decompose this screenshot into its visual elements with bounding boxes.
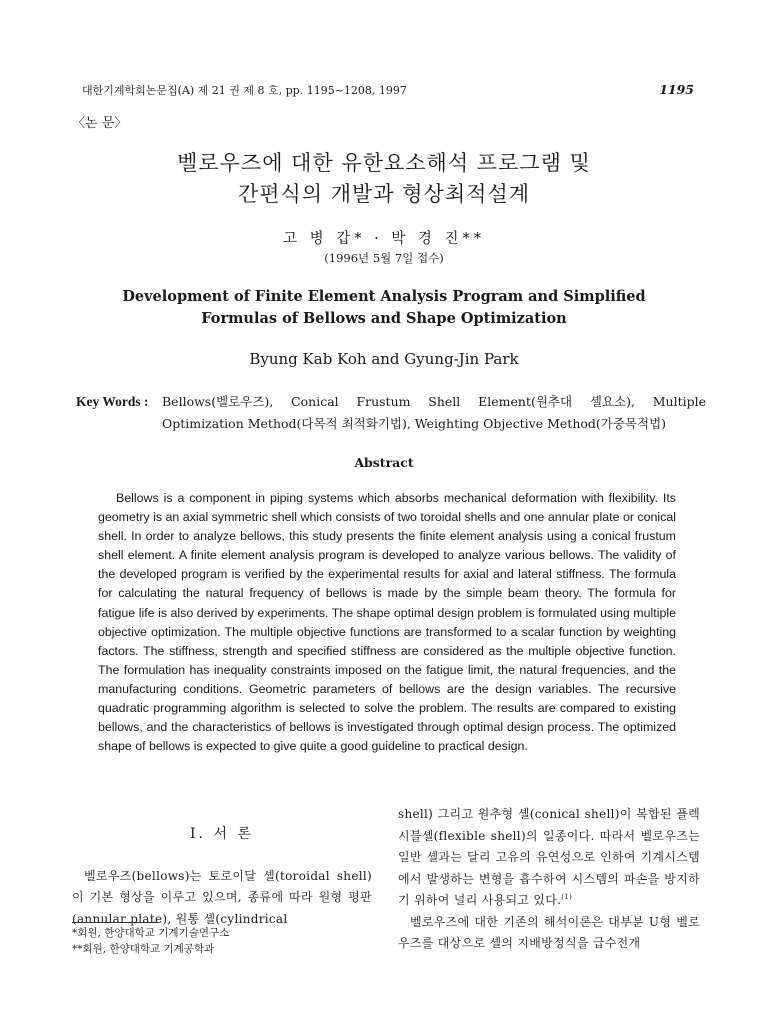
korean-title [84,148,684,210]
paper-type-label: 〈논 문〉 [72,116,128,131]
footnote-2: **회원, 한양대학교 기계공학과 [72,943,215,955]
footnotes [72,925,372,957]
english-authors: Byung Kab Koh and Gyung-Jin Park [249,350,519,368]
korean-title-line-1: 벨로우즈에 대한 유한요소해석 프로그램 및 [177,151,591,175]
keywords-block [76,391,706,435]
korean-authors: 고 병 갑* · 박 경 진** [282,231,486,247]
korean-title-line-2: 간편식의 개발과 형상최적설계 [237,182,531,206]
received-date: (1996년 5월 7일 접수) [324,251,444,265]
abstract-body: Bellows is a component in piping systems which absorbs mechanical deformation with flexibility. Its geometry is an axial symmetric shell which consists of two toroidal shells and one annular plate or conical shell. In order to analyze bellows, this study presents the finite element analysis using a conical frustum shell element. A finite element analysis program is developed to analyze various bellows. The validity of the developed program is verified by the experimental results for axial and lateral stiffness. The formula for calculating the natural frequency of bellows is made by the simple beam theory. The formula for fatigue life is also derived by experiments. The shape optimal design problem is formulated using multiple objective optimization. The multiple objective functions are transformed to a scalar function by weighting factors. The stiffness, strength and specified stiffness are considered as the multiple objective function. The formulation has inequality constraints imposed on the fatigue limit, the natural frequencies, and the manufacturing conditions. Geometric parameters of bellows are the design variables. The recursive quadratic programming algorithm is selected to solve the problem. The results are compared to existing bellows, and the characteristics of bellows is investigated through optimal design process. The optimized shape of bellows is expected to give quite a good guideline to practical design. [98,491,676,754]
english-title-line-1: Development of Finite Element Analysis Program and Simplified [122,288,646,305]
keywords-text: Bellows(벨로우즈), Conical Frustum Shell Element(원추대 셸요소), Multiple Optimization Method(다목적 최적화기법), Weighting Objective Method(가중목적법) [162,394,706,431]
section-heading-introduction: I. 서 론 [190,826,254,842]
running-header [82,82,694,100]
abstract-title: Abstract [354,455,414,470]
intro-paragraph-right-2: 벨로우즈에 대한 기존의 해석이론은 대부분 U형 벨로우즈를 대상으로 셸의 지배방정식을 급수전개 [398,914,700,950]
english-title-line-2: Formulas of Bellows and Shape Optimization [201,310,567,327]
english-title [100,286,668,330]
journal-citation: 대한기계학회논문집(A) 제 21 권 제 8 호, pp. 1195~1208, 1997 [82,84,407,97]
keywords-label: Key Words : [76,394,149,409]
page-number: 1195 [659,82,694,97]
right-column [398,804,700,955]
intro-paragraph-right-1-text: shell) 그리고 원추형 셸(conical shell)이 복합된 플렉시블셸(flexible shell)의 일종이다. 따라서 벨로우즈는 일반 셸과는 달리 고유의 유연성으로 인하여 기계시스템에서 발생하는 변형을 흡수하여 시스템의 파손을 방지하기 위하여 널리 사용되고 있다. [398,807,700,907]
reference-marker: (1) [561,893,573,901]
footnote-divider [72,922,158,923]
left-column [72,818,372,930]
intro-paragraph-left: 벨로우즈(bellows)는 토로이달 셸(toroidal shell)이 기본 형상을 이루고 있으며, 종류에 따라 원형 평판(annular plate), 원통 셸(cylindrical [72,868,372,926]
intro-paragraph-right-1 [398,804,700,912]
footnote-1: *회원, 한양대학교 기계기술연구소 [72,927,230,939]
